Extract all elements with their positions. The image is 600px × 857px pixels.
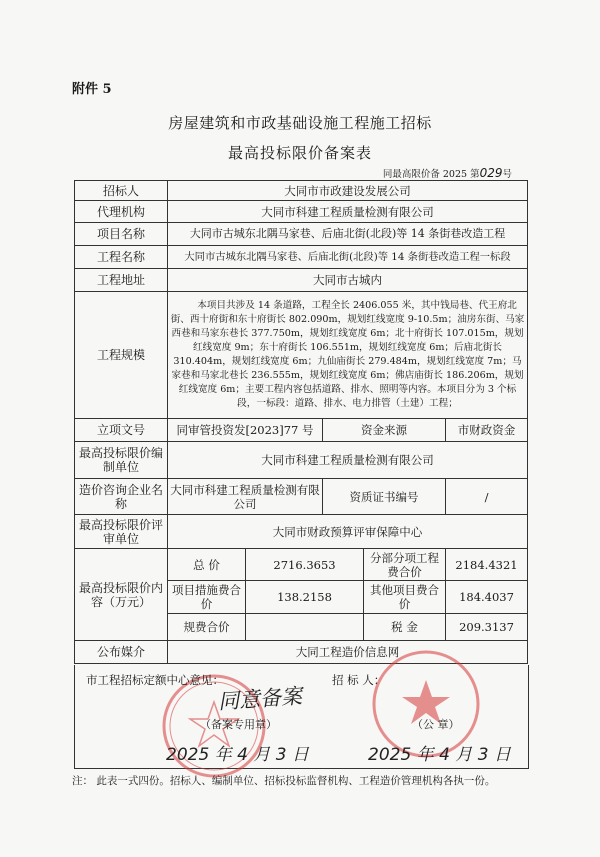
attachment-label: 附件 5 [72,82,112,97]
approval-label: 立项文号 [75,419,168,442]
record-table [74,180,528,664]
agency-label: 代理机构 [75,201,168,223]
media-value: 大同工程造价信息网 [168,641,528,664]
tenderer-sign-date: 2025 年 4 月 3 日 [368,745,511,765]
title-line-1: 房屋建筑和市政基础设施工程施工招标 [168,114,432,132]
media-label: 公布媒介 [75,641,168,664]
tenderer-value: 大同市市政建设发展公司 [168,181,528,201]
row-project [75,223,528,246]
row-approval [75,419,528,442]
location-label: 工程地址 [75,269,168,292]
center-opinion-label: 市工程招标定额中心意见： [86,673,224,687]
row-consult [75,479,528,515]
project-value: 大同市古城东北隅马家巷、后庙北街(北段)等 14 条街巷改造工程 [168,223,528,246]
measure-value: 138.2158 [246,581,364,614]
center-sign-date: 2025 年 4 月 3 日 [166,745,309,765]
subitem-label: 分部分项工程费合价 [364,549,446,581]
measure-label: 项目措施费合 价 [168,581,246,614]
record-suffix: 号 [502,169,512,180]
compiler-label: 最高投标限价编制单位 [75,442,168,479]
other-label: 其他项目费合价 [364,581,446,614]
review-value: 大同市财政预算评审保障中心 [168,515,528,549]
scale-value: 本项目共涉及 14 条道路，工程全长 2406.055 米，其中钱局巷、代王府北街、西十府街和东十府街长 802.090m，规划红线宽度 9-10.5m；油房东街、马家西巷和马家东巷长 377.750m，规划红线宽度 6m；北十府街长 107.015m，规划红线宽度 9m；东十府街长 106.551m，规划红线宽度 6m；后庙北街长 310.404m，规划红线宽度 6m；九仙庙街长 279.484m，规划红线宽度 7m；马家巷和马家北巷长 236.555m，规划红线宽度 6m；佛店庙街长 186.206m，规划红线宽度 6m；主要工程内容包括道路、排水、照明等内容。本项目分为 3 个标段，一标段：道路、排水、电力排管（土建）工程； [168,292,528,419]
row-content-1 [75,549,528,581]
location-value: 大同市古城内 [168,269,528,292]
consult-label: 造价咨询企业名称 [75,479,168,515]
scale-label: 工程规模 [75,292,168,419]
title-line-2: 最高投标限价备案表 [227,144,372,162]
approval-value: 同审管投资发[2023]77 号 [168,419,323,442]
compiler-value: 大同市科建工程质量检测有限公司 [168,442,528,479]
consult-value: 大同市科建工程质量检测有限公司 [168,479,323,515]
row-work [75,246,528,269]
project-label: 项目名称 [75,223,168,246]
row-compiler [75,442,528,479]
other-value: 184.4037 [446,581,528,614]
work-label: 工程名称 [75,246,168,269]
total-label: 总 价 [168,549,246,581]
row-tenderer [75,181,528,201]
tax-value: 209.3137 [446,614,528,641]
center-seal-caption: （备案专用章） [200,718,277,731]
footnote: 注： 此表一式四份。招标人、编制单位、招标投标监督机构、工程造价管理机构各执一份。 [72,775,496,787]
row-agency [75,201,528,223]
agency-value: 大同市科建工程质量检测有限公司 [168,201,528,223]
tax-label: 税 金 [364,614,446,641]
record-prefix: 同最高限价备 2025 第 [382,169,480,180]
review-label: 最高投标限价评审单位 [75,515,168,549]
row-scale [75,292,528,419]
record-number [383,166,512,180]
handwritten-approval: 同意备案 [217,684,303,714]
cert-label: 资质证书编号 [323,479,446,515]
work-value: 大同市古城东北隅马家巷、后庙北街(北段)等 14 条街巷改造工程一标段 [168,246,528,269]
row-review [75,515,528,549]
total-value: 2716.3653 [246,549,364,581]
fee-label: 规费合价 [168,614,246,641]
cert-value: / [446,479,528,515]
subitem-value: 2184.4321 [446,549,528,581]
tenderer-seal-caption: （公 章） [412,718,460,731]
row-location [75,269,528,292]
tenderer-sign-label: 招 标 人： [332,673,386,687]
fund-value: 市财政资金 [446,419,528,442]
tenderer-label: 招标人 [75,181,168,201]
fee-value [246,614,364,641]
fund-label: 资金来源 [323,419,446,442]
record-number-handwritten: 029 [479,166,503,180]
content-label: 最高投标限价内容（万元） [75,549,168,641]
